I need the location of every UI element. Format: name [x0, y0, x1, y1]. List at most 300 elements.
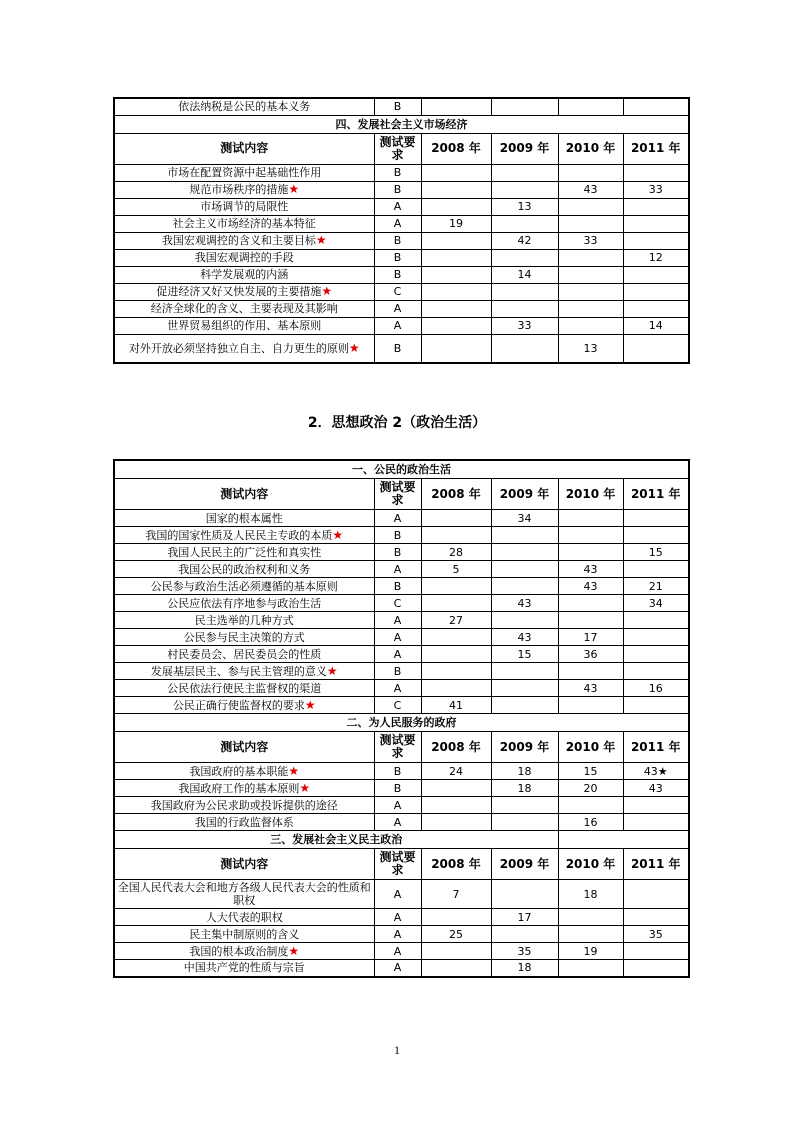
item-text: 我国政府为公民求助或投诉提供的途径 [150, 798, 338, 812]
year-cell-2010 [558, 663, 623, 680]
header-item: 测试内容 [114, 849, 374, 880]
year-cell-2009 [491, 300, 558, 317]
year-cell-2010: 13 [558, 334, 623, 363]
section-row [114, 831, 689, 849]
item-cell [114, 780, 374, 797]
header-requirement: 测试要求 [374, 479, 421, 510]
item-text: 我国的国家性质及人民民主专政的本质 [145, 528, 333, 542]
year-cell-2009 [491, 164, 558, 181]
table-row [114, 780, 689, 797]
year-cell-2010: 20 [558, 780, 623, 797]
header-item: 测试内容 [114, 732, 374, 763]
item-text: 我国宏观调控的含义和主要目标 [161, 234, 316, 247]
requirement-cell: B [374, 98, 421, 115]
requirement-cell: A [374, 629, 421, 646]
item-text: 人大代表的职权 [205, 910, 283, 924]
year-cell-2009 [491, 249, 558, 266]
item-text: 发展基层民主、参与民主管理的意义 [150, 664, 327, 678]
year-cell-2008 [421, 646, 491, 663]
requirement-cell: A [374, 909, 421, 926]
requirement-cell: A [374, 797, 421, 814]
item-text: 市场在配置资源中起基础性作用 [167, 166, 322, 179]
year-cell-2011: 21 [623, 578, 689, 595]
year-cell-2008 [421, 943, 491, 960]
item-text: 规范市场秩序的措施 [189, 183, 289, 196]
header-2011: 2011 年 [623, 133, 689, 164]
requirement-cell: B [374, 249, 421, 266]
table-row [114, 612, 689, 629]
table-row [114, 300, 689, 317]
year-cell-2009: 43 [491, 595, 558, 612]
market-economy-table [113, 97, 690, 364]
table-row [114, 561, 689, 578]
year-cell-2011: 35 [623, 926, 689, 943]
star-icon: ★ [332, 527, 344, 542]
table-row [114, 198, 689, 215]
requirement-cell: A [374, 926, 421, 943]
year-cell-2009: 15 [491, 646, 558, 663]
item-text: 全国人民代表大会和地方各级人民代表大会的性质和职权 [117, 881, 371, 907]
year-cell-2008 [421, 249, 491, 266]
table-row [114, 283, 689, 300]
year-cell-2010: 15 [558, 763, 623, 780]
year-cell-2011: 12 [623, 249, 689, 266]
section-title: 三、发展社会主义民主政治 [114, 831, 558, 849]
header-row [114, 849, 689, 880]
year-cell-2010 [558, 215, 623, 232]
year-cell-2010: 16 [558, 814, 623, 831]
item-cell [114, 909, 374, 926]
header-2010: 2010 年 [558, 849, 623, 880]
year-cell-2008 [421, 629, 491, 646]
header-requirement: 测试要求 [374, 133, 421, 164]
year-cell-2011 [623, 797, 689, 814]
year-cell-2010 [558, 797, 623, 814]
table-row [114, 527, 689, 544]
page-number: 1 [394, 1043, 400, 1057]
year-cell-2009: 34 [491, 510, 558, 527]
year-cell-2008 [421, 578, 491, 595]
year-cell-2009: 18 [491, 780, 558, 797]
header-2010: 2010 年 [558, 732, 623, 763]
requirement-cell: B [374, 780, 421, 797]
year-cell-2011 [623, 198, 689, 215]
year-cell-2010 [558, 612, 623, 629]
requirement-cell: A [374, 943, 421, 960]
year-cell-2010 [558, 283, 623, 300]
year-cell-2010 [558, 527, 623, 544]
header-item: 测试内容 [114, 479, 374, 510]
year-cell-2009 [491, 334, 558, 363]
year-cell-2011 [623, 909, 689, 926]
item-cell [114, 926, 374, 943]
year-cell-2010 [558, 266, 623, 283]
item-cell [114, 561, 374, 578]
year-cell-2011 [623, 164, 689, 181]
section-row [114, 460, 689, 479]
table-row [114, 232, 689, 249]
header-2008: 2008 年 [421, 479, 491, 510]
political-life-table [113, 459, 690, 978]
year-cell-2011 [623, 232, 689, 249]
political-life-table-body [114, 460, 689, 977]
table-row [114, 697, 689, 714]
year-cell-2010: 17 [558, 629, 623, 646]
table-row [114, 334, 689, 363]
item-text: 公民依法行使民主监督权的渠道 [167, 681, 322, 695]
header-2011: 2011 年 [623, 479, 689, 510]
item-text: 民主集中制原则的含义 [189, 927, 300, 941]
year-cell-2008 [421, 814, 491, 831]
item-text: 公民正确行使监督权的要求 [172, 698, 305, 712]
year-cell-2011 [623, 697, 689, 714]
item-text: 公民参与政治生活必须遵循的基本原则 [150, 579, 338, 593]
year-cell-2008 [421, 300, 491, 317]
year-cell-2009: 13 [491, 198, 558, 215]
requirement-cell: B [374, 578, 421, 595]
year-cell-2011 [623, 215, 689, 232]
item-text: 民主选举的几种方式 [194, 613, 294, 627]
year-cell-2009 [491, 578, 558, 595]
year-cell-2008 [421, 510, 491, 527]
star-icon: ★ [299, 780, 311, 795]
header-2011: 2011 年 [623, 849, 689, 880]
year-cell-2010 [558, 249, 623, 266]
table-row [114, 544, 689, 561]
item-cell [114, 797, 374, 814]
item-cell [114, 763, 374, 780]
year-cell-2008: 19 [421, 215, 491, 232]
star-icon: ★ [288, 763, 300, 778]
year-cell-2011: 14 [623, 317, 689, 334]
item-cell [114, 232, 374, 249]
year-cell-2009 [491, 215, 558, 232]
table-row [114, 943, 689, 960]
requirement-cell: B [374, 663, 421, 680]
header-requirement: 测试要求 [374, 732, 421, 763]
item-text: 公民应依法有序地参与政治生活 [167, 596, 322, 610]
requirement-cell: A [374, 198, 421, 215]
year-cell-2009 [491, 697, 558, 714]
requirement-cell: B [374, 164, 421, 181]
year-cell-2011: 15 [623, 544, 689, 561]
section-title: 四、发展社会主义市场经济 [114, 115, 689, 133]
year-cell-2010: 36 [558, 646, 623, 663]
year-cell-2008: 28 [421, 544, 491, 561]
item-text: 我国的行政监督体系 [194, 815, 294, 829]
table-row [114, 595, 689, 612]
market-economy-table-body [114, 98, 689, 363]
year-cell-2010 [558, 317, 623, 334]
year-cell [491, 98, 558, 115]
item-cell [114, 164, 374, 181]
year-cell-2011 [623, 629, 689, 646]
year-cell-2008 [421, 232, 491, 249]
header-2009: 2009 年 [491, 479, 558, 510]
year-cell-2011 [623, 663, 689, 680]
item-cell [114, 198, 374, 215]
requirement-cell: B [374, 763, 421, 780]
requirement-cell: C [374, 283, 421, 300]
requirement-cell: A [374, 510, 421, 527]
year-cell-2008: 7 [421, 880, 491, 909]
year-cell-2011 [623, 283, 689, 300]
requirement-cell: B [374, 232, 421, 249]
year-cell-2010 [558, 510, 623, 527]
table-row [114, 880, 689, 909]
item-cell [114, 527, 374, 544]
year-cell-2010 [558, 595, 623, 612]
year-cell-2008 [421, 960, 491, 977]
year-cell-2009 [491, 880, 558, 909]
year-cell-2008: 41 [421, 697, 491, 714]
table-row [114, 249, 689, 266]
year-cell-2010: 19 [558, 943, 623, 960]
item-cell [114, 544, 374, 561]
requirement-cell: C [374, 595, 421, 612]
requirement-cell: A [374, 680, 421, 697]
year-cell-2008 [421, 595, 491, 612]
header-2008: 2008 年 [421, 133, 491, 164]
item-cell [114, 663, 374, 680]
year-cell-2011: 43 [623, 780, 689, 797]
year-cell-2010: 43 [558, 181, 623, 198]
table-row [114, 646, 689, 663]
table-row [114, 98, 689, 115]
year-cell-2011: 33 [623, 181, 689, 198]
year-cell [623, 98, 689, 115]
item-text: 公民参与民主决策的方式 [183, 630, 305, 644]
table-row [114, 926, 689, 943]
header-requirement: 测试要求 [374, 849, 421, 880]
header-2008: 2008 年 [421, 732, 491, 763]
item-text: 我国政府工作的基本原则 [178, 781, 300, 795]
requirement-cell: B [374, 266, 421, 283]
year-cell-2009 [491, 612, 558, 629]
year-cell-2008 [421, 334, 491, 363]
year-cell-2010: 33 [558, 232, 623, 249]
year-cell-2008 [421, 909, 491, 926]
section-title: 二、为人民服务的政府 [114, 714, 689, 732]
year-cell-2011 [623, 527, 689, 544]
year-cell-2009 [491, 181, 558, 198]
year-cell-2008 [421, 198, 491, 215]
year-cell-2011 [623, 814, 689, 831]
section-blank [558, 831, 689, 849]
year-cell-2009 [491, 527, 558, 544]
requirement-cell: A [374, 300, 421, 317]
item-text: 我国宏观调控的手段 [194, 251, 294, 264]
item-text: 对外开放必须坚持独立自主、自力更生的原则 [128, 341, 349, 355]
year-cell-2009: 43 [491, 629, 558, 646]
item-cell [114, 680, 374, 697]
year-cell-2011 [623, 612, 689, 629]
header-2009: 2009 年 [491, 133, 558, 164]
year-cell-2011 [623, 561, 689, 578]
star-icon: ★ [315, 233, 327, 247]
requirement-cell: A [374, 646, 421, 663]
header-row [114, 479, 689, 510]
year-cell-2009 [491, 561, 558, 578]
year-cell-2008 [421, 527, 491, 544]
table-row [114, 663, 689, 680]
requirement-cell: A [374, 880, 421, 909]
year-cell-2011: 43★ [623, 763, 689, 780]
item-text: 村民委员会、居民委员会的性质 [167, 647, 322, 661]
year-cell-2009 [491, 814, 558, 831]
table-row [114, 629, 689, 646]
year-cell-2008: 5 [421, 561, 491, 578]
year-cell-2008 [421, 317, 491, 334]
year-cell-2010 [558, 198, 623, 215]
section-row [114, 115, 689, 133]
year-cell-2008 [421, 181, 491, 198]
table-row [114, 181, 689, 198]
year-cell [558, 98, 623, 115]
year-cell-2009 [491, 663, 558, 680]
star-icon: ★ [304, 697, 316, 712]
year-cell-2008: 25 [421, 926, 491, 943]
requirement-cell: B [374, 334, 421, 363]
year-cell-2008 [421, 680, 491, 697]
table-row [114, 266, 689, 283]
year-cell-2011 [623, 943, 689, 960]
year-cell-2010: 43 [558, 561, 623, 578]
year-cell-2008 [421, 797, 491, 814]
requirement-cell: B [374, 544, 421, 561]
year-cell-2008: 27 [421, 612, 491, 629]
year-cell-2009: 18 [491, 960, 558, 977]
year-cell-2009 [491, 680, 558, 697]
header-2010: 2010 年 [558, 133, 623, 164]
item-cell [114, 510, 374, 527]
year-cell-2011 [623, 300, 689, 317]
year-cell-2009 [491, 797, 558, 814]
requirement-cell: A [374, 960, 421, 977]
year-cell [421, 98, 491, 115]
item-text: 经济全球化的含义、主要表现及其影响 [150, 302, 338, 315]
item-cell [114, 334, 374, 363]
year-cell-2008: 24 [421, 763, 491, 780]
year-cell-2010: 43 [558, 578, 623, 595]
table-row [114, 763, 689, 780]
item-text: 我国政府的基本职能 [189, 764, 289, 778]
requirement-cell: A [374, 561, 421, 578]
header-item: 测试内容 [114, 133, 374, 164]
year-cell-2010 [558, 909, 623, 926]
header-2011: 2011 年 [623, 732, 689, 763]
requirement-cell: A [374, 814, 421, 831]
year-cell-2009: 33 [491, 317, 558, 334]
requirement-cell: A [374, 612, 421, 629]
header-row [114, 133, 689, 164]
year-cell-2010 [558, 960, 623, 977]
year-cell-2011 [623, 510, 689, 527]
item-cell [114, 181, 374, 198]
item-text: 我国人民民主的广泛性和真实性 [167, 545, 322, 559]
table-row [114, 215, 689, 232]
year-cell-2010 [558, 164, 623, 181]
year-cell-2011 [623, 880, 689, 909]
year-cell-2010: 18 [558, 880, 623, 909]
requirement-cell: B [374, 527, 421, 544]
year-cell-2009: 35 [491, 943, 558, 960]
item-cell [114, 646, 374, 663]
item-text: 市场调节的局限性 [200, 200, 289, 213]
year-cell-2010 [558, 697, 623, 714]
header-2010: 2010 年 [558, 479, 623, 510]
item-text: 世界贸易组织的作用、基本原则 [167, 319, 322, 332]
year-cell-2011 [623, 646, 689, 663]
item-cell [114, 249, 374, 266]
item-text: 科学发展观的内涵 [200, 268, 289, 281]
year-cell-2011 [623, 334, 689, 363]
requirement-cell: B [374, 181, 421, 198]
item-text: 国家的根本属性 [205, 511, 283, 525]
star-icon: ★ [288, 182, 300, 196]
item-cell [114, 612, 374, 629]
item-cell [114, 215, 374, 232]
item-cell [114, 629, 374, 646]
table-row [114, 814, 689, 831]
year-cell-2010 [558, 926, 623, 943]
item-text: 我国的根本政治制度 [189, 944, 289, 958]
section-heading: 2．思想政治 2（政治生活） [307, 415, 487, 431]
star-icon: ★ [321, 284, 333, 298]
item-cell [114, 300, 374, 317]
item-cell [114, 943, 374, 960]
year-cell-2009 [491, 283, 558, 300]
year-cell-2011 [623, 960, 689, 977]
item-text: 社会主义市场经济的基本特征 [172, 217, 316, 230]
table-row [114, 578, 689, 595]
header-2008: 2008 年 [421, 849, 491, 880]
table-row [114, 164, 689, 181]
year-cell-2011 [623, 266, 689, 283]
item-cell [114, 960, 374, 977]
year-cell-2009: 18 [491, 763, 558, 780]
item-cell [114, 814, 374, 831]
year-cell-2010 [558, 300, 623, 317]
year-cell-2009: 42 [491, 232, 558, 249]
section-row [114, 714, 689, 732]
table-row [114, 680, 689, 697]
item-cell [114, 880, 374, 909]
year-cell-2008 [421, 164, 491, 181]
item-cell: 依法纳税是公民的基本义务 [114, 98, 374, 115]
table-row [114, 909, 689, 926]
year-cell-2008 [421, 663, 491, 680]
year-cell-2009: 17 [491, 909, 558, 926]
requirement-cell: C [374, 697, 421, 714]
star-icon: ★ [348, 340, 360, 355]
year-cell-2009 [491, 926, 558, 943]
item-cell [114, 697, 374, 714]
requirement-cell: A [374, 317, 421, 334]
year-cell-2009: 14 [491, 266, 558, 283]
item-text: 我国公民的政治权利和义务 [178, 562, 311, 576]
item-cell [114, 578, 374, 595]
table-row [114, 317, 689, 334]
item-text: 中国共产党的性质与宗旨 [183, 961, 305, 975]
requirement-cell: A [374, 215, 421, 232]
year-cell-2010 [558, 544, 623, 561]
table-row [114, 960, 689, 977]
year-cell-2011: 34 [623, 595, 689, 612]
section-title: 一、公民的政治生活 [114, 460, 689, 479]
star-icon: ★ [288, 943, 300, 958]
year-cell-2008 [421, 780, 491, 797]
